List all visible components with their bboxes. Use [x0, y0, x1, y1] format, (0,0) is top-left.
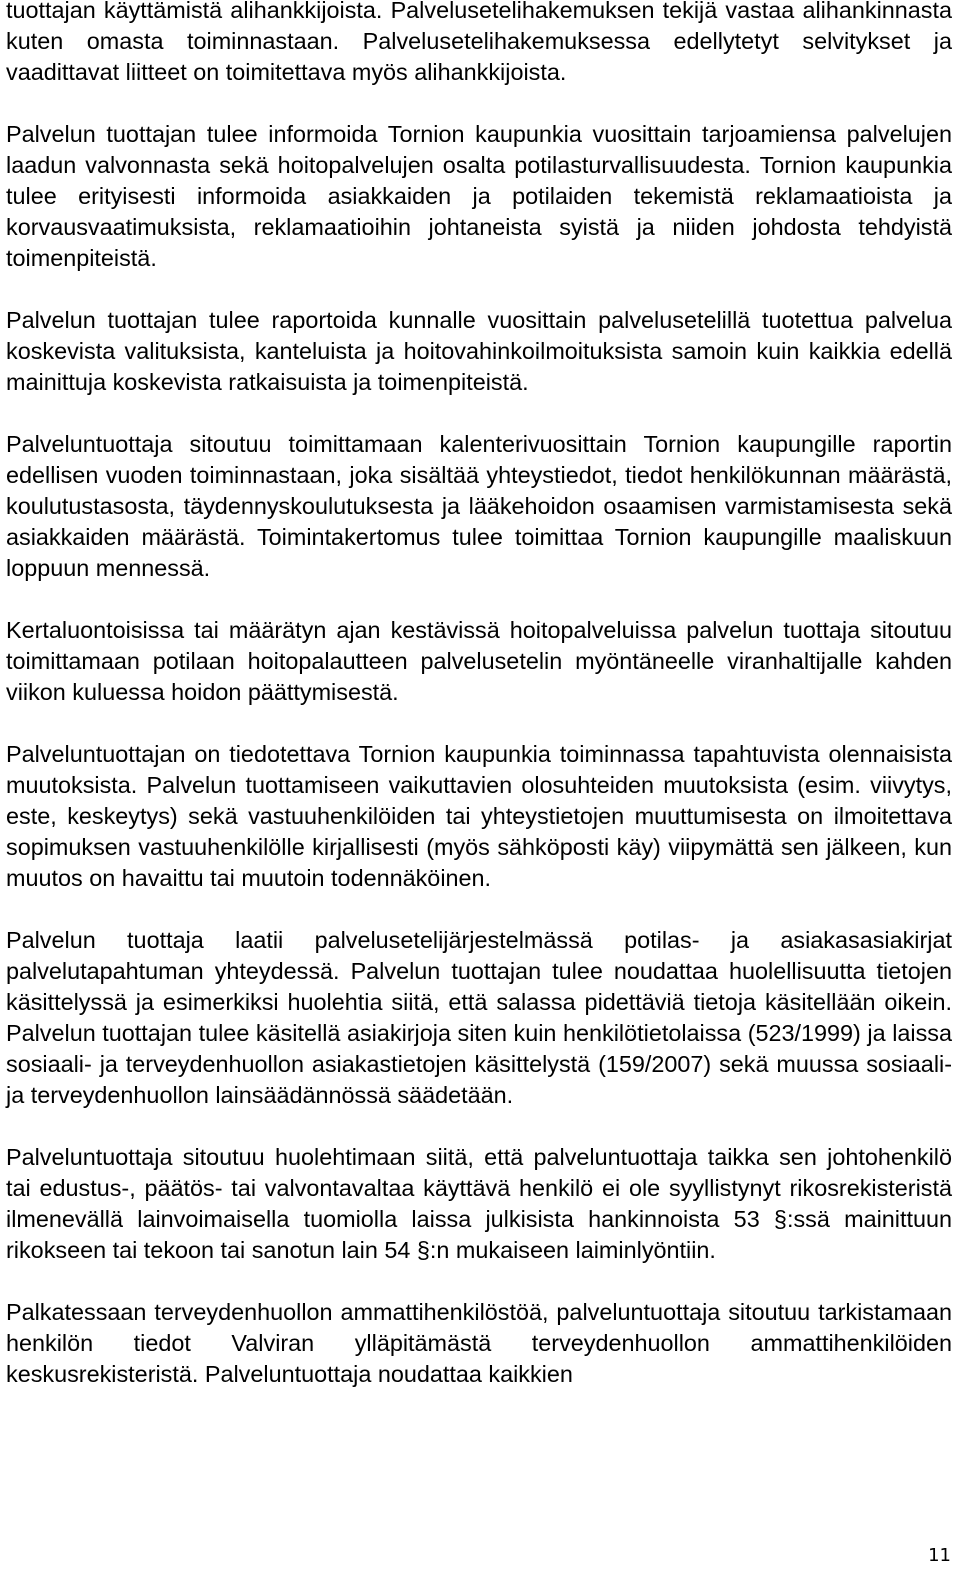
- paragraph-care-feedback: Kertaluontoisissa tai määrätyn ajan kestävissä hoitopalveluissa palvelun tuottaja sitoutuu toimittamaan potilaan hoitopalautteen palvelusetelin myöntäneelle viranhaltijalle kahden viikon kuluessa hoidon päättymisestä.: [6, 617, 952, 705]
- paragraph-criminal-record: Palveluntuottaja sitoutuu huolehtimaan siitä, että palveluntuottaja taikka sen johtohenkilö tai edustus-, päätös- tai valvontavaltaa käyttävä henkilö ei ole syyllistynyt rikosrekisteristä ilmenevällä lainvoimaisella tuomiolla laissa julkisista hankinnoista 53 §:ssä mainittuun rikokseen tai tekoon tai sanotun lain 54 §:n mukaiseen laiminlyöntiin.: [6, 1144, 952, 1263]
- paragraph-change-notification: Palveluntuottajan on tiedotettava Tornion kaupunkia toiminnassa tapahtuvista olennaisista muutoksista. Palvelun tuottamiseen vaikuttavien olosuhteiden muutoksista (esim. viivytys, este, keskeytys) sekä vastuuhenkilöiden tai yhteystietojen muuttumisesta on ilmoitettava sopimuksen vastuuhenkilölle kirjallisesti (myös sähköposti käy) viipymättä sen jälkeen, kun muutos on havaittu tai muutoin todennäköinen.: [6, 741, 952, 891]
- paragraph-staff-verification: Palkatessaan terveydenhuollon ammattihenkilöstöä, palveluntuottaja sitoutuu tarkistamaan henkilön tiedot Valviran ylläpitämästä terveydenhuollon ammattihenkilöiden keskusrekisteristä. Palveluntuottaja noudattaa kaikkien: [6, 1299, 952, 1387]
- paragraph-complaints-reporting: Palvelun tuottajan tulee raportoida kunnalle vuosittain palvelusetelillä tuotettua palvelua koskevista valituksista, kanteluista ja hoitovahinkoilmoituksista samoin kuin kaikkia edellä mainittuja koskevista ratkaisuista ja toimenpiteistä.: [6, 307, 952, 395]
- page-number: 11: [928, 1545, 951, 1566]
- paragraph-annual-report: Palveluntuottaja sitoutuu toimittamaan kalenterivuosittain Tornion kaupungille raportin edellisen vuoden toiminnastaan, joka sisältää yhteystiedot, tiedot henkilökunnan määrästä, koulutustasosta, täydennyskoulutuksesta ja lääkehoidon osaamisen varmistamisesta sekä asiakkaiden määrästä. Toimintakertomus tulee toimittaa Tornion kaupungille maaliskuun loppuun mennessä.: [6, 431, 952, 581]
- paragraph-quality-reporting: Palvelun tuottajan tulee informoida Tornion kaupunkia vuosittain tarjoamiensa palvelujen laadun valvonnasta sekä hoitopalvelujen osalta potilasturvallisuudesta. Tornion kaupunkia tulee erityisesti informoida asiakkaiden ja potilaiden tekemistä reklamaatioista ja korvausvaatimuksista, reklamaatioihin johtaneista syistä ja niiden johdosta tehdyistä toimenpiteistä.: [6, 121, 952, 271]
- paragraph-subcontractors: tuottajan käyttämistä alihankkijoista. Palvelusetelihakemuksen tekijä vastaa alihankinnasta kuten omasta toiminnastaan. Palvelusetelihakemuksessa edellytetyt selvitykset ja vaadittavat liitteet on toimitettava myös alihankkijoista.: [6, 0, 952, 85]
- document-page: [6, 0, 952, 1390]
- paragraph-records: Palvelun tuottaja laatii palvelusetelijärjestelmässä potilas- ja asiakasasiakirjat palvelutapahtuman yhteydessä. Palvelun tuottajan tulee noudattaa huolellisuutta tietojen käsittelyssä ja esimerkiksi huolehtia siitä, että salassa pidettäviä tietoja käsitellään oikein. Palvelun tuottajan tulee käsitellä asiakirjoja siten kuin henkilötietolaissa (523/1999) ja laissa sosiaali- ja terveydenhuollon asiakastietojen käsittelystä (159/2007) sekä muussa sosiaali- ja terveydenhuollon lainsäädännössä säädetään.: [6, 927, 952, 1108]
